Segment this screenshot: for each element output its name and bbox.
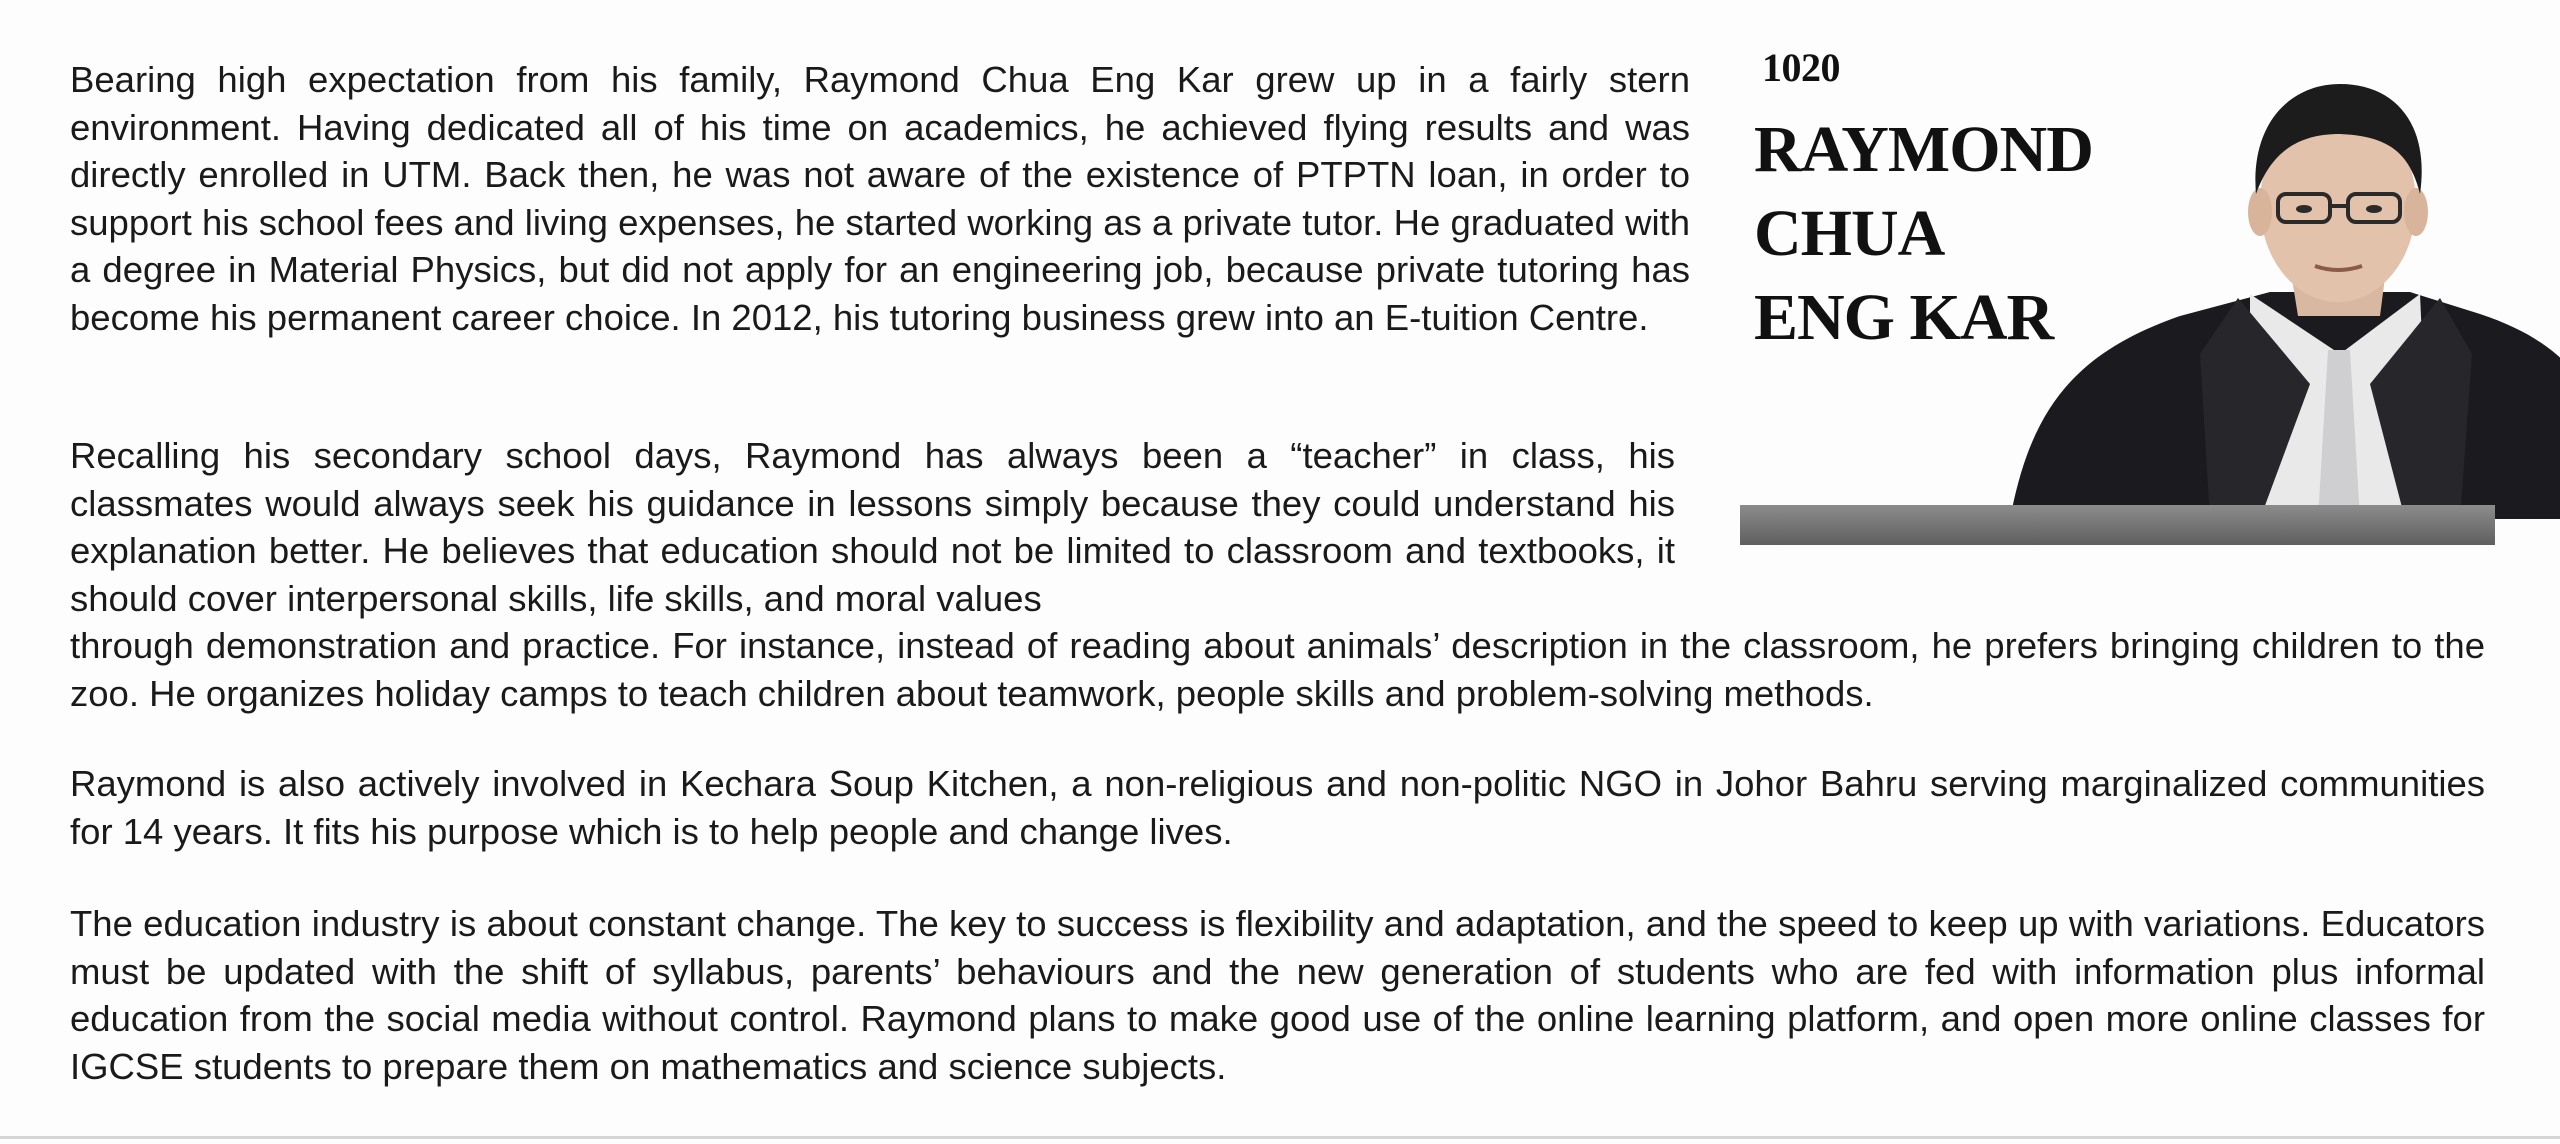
paragraph-3: Raymond is also actively involved in Kechara Soup Kitchen, a non-religious and non-politic NGO in Johor Bahru serving marginalized communities for 14 years. It fits his purpose which is to help people and change lives. — [70, 763, 2485, 852]
paragraph-2-part-1: Recalling his secondary school days, Raymond has always been a “teacher” in class, his classmates would always seek his guidance in lessons simply because they could understand his explanation better. He believes that education should not be limited to classroom and textbooks, it should cover interpersonal skills, life skills, and moral values — [70, 435, 1675, 619]
paragraph-2 — [70, 432, 2485, 717]
eye-right — [2366, 205, 2382, 213]
ear-left — [2248, 188, 2272, 236]
name-line-3: ENG KAR — [1754, 281, 2054, 354]
paragraph-2-part-2: through demonstration and practice. For instance, instead of reading about animals’ description in the classroom, he prefers bringing children to the zoo. He organizes holiday camps to teach children about teamwork, people skills and problem-solving methods. — [70, 625, 2485, 714]
eye-left — [2296, 205, 2312, 213]
paragraph-4: The education industry is about constant change. The key to success is flexibility and adaptation, and the speed to keep up with variations. Educators must be updated with the shift of syllabus, parents’ behaviours and the new generation of students who are fed with information plus informal education from the social media without control. Raymond plans to make good use of the online learning platform, and open more online classes for IGCSE students to prepare them on mathematics and science subjects. — [70, 903, 2485, 1087]
paragraph-1: Bearing high expectation from his family, Raymond Chua Eng Kar grew up in a fairly stern environment. Having dedicated all of his time on academics, he achieved flying results and was directly enrolled in UTM. Back then, he was not aware of the existence of PTPTN loan, in order to support his school fees and living expenses, he started working as a private tutor. He graduated with a degree in Material Physics, but did not apply for an engineering job, because private tutoring has become his permanent career choice. In 2012, his tutoring business grew into an E-tuition Centre. — [70, 59, 1690, 338]
entry-number: 1020 — [1762, 45, 1840, 90]
name-line-1: RAYMOND — [1754, 113, 2093, 186]
bottom-rule — [0, 1136, 2560, 1139]
name-line-2: CHUA — [1754, 197, 1945, 270]
ear-right — [2404, 188, 2428, 236]
